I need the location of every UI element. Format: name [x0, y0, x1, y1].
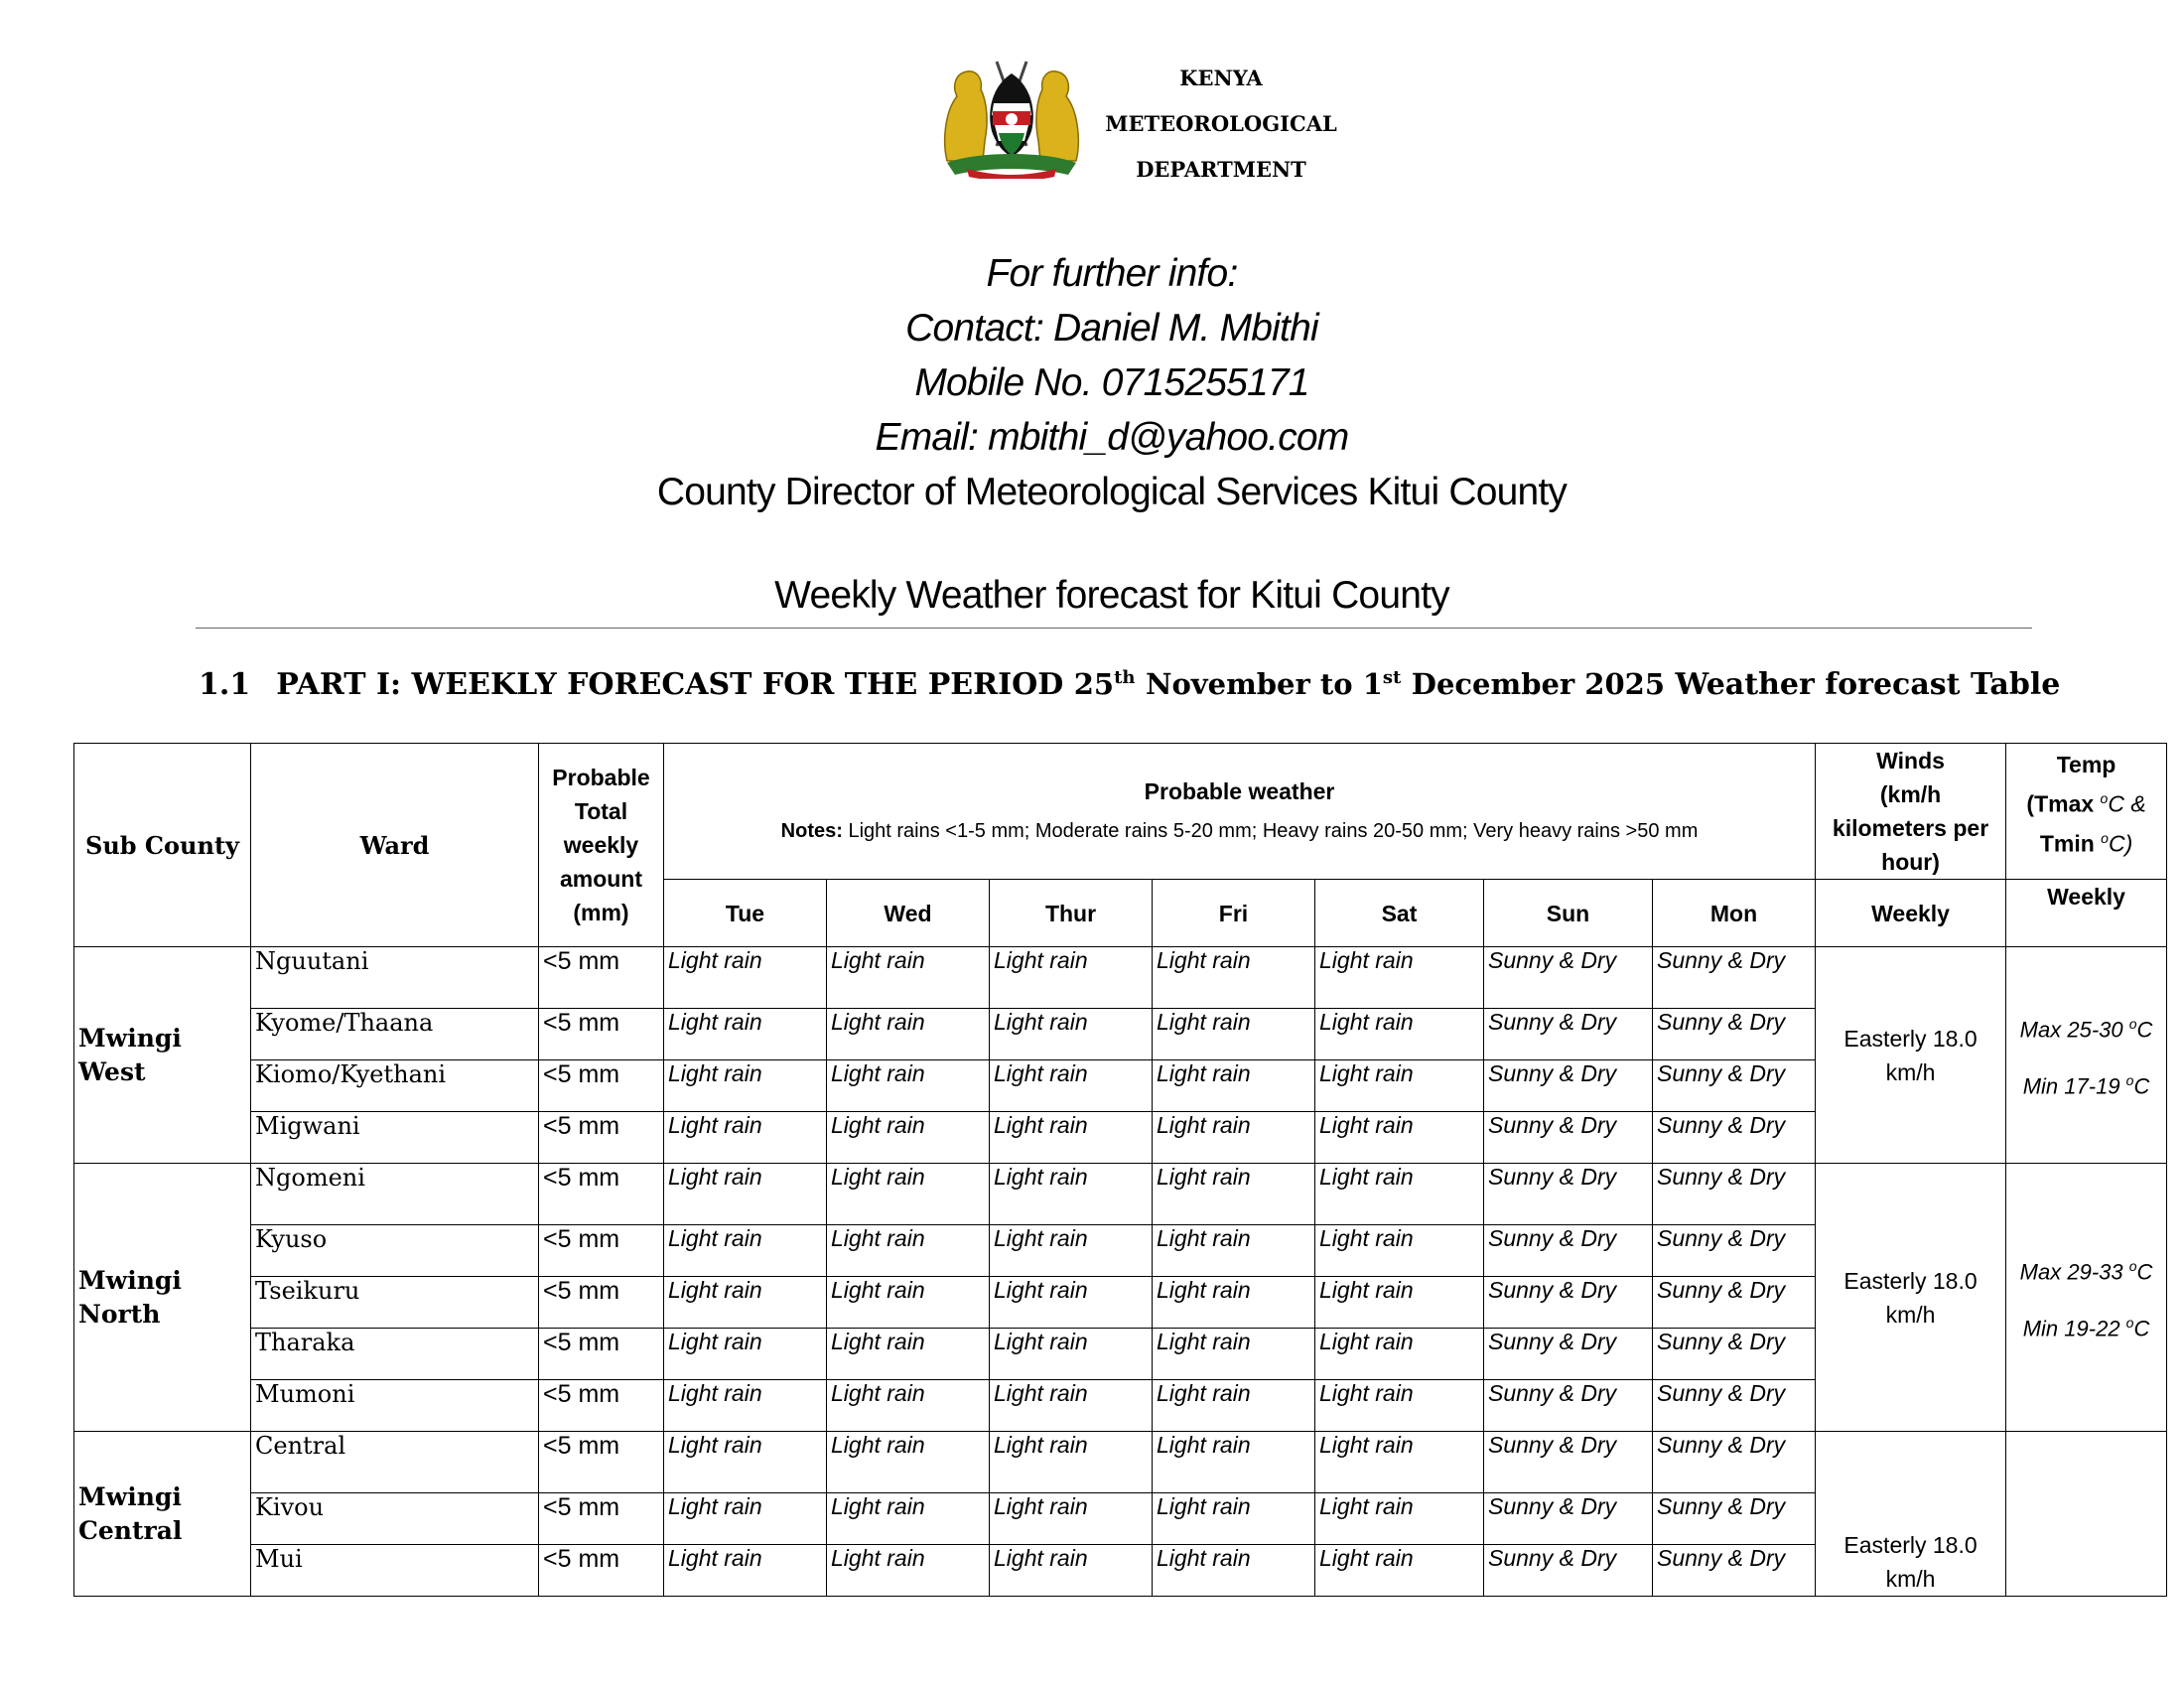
- daily-forecast-cell: Light rain: [990, 1009, 1153, 1060]
- amount-cell: <5 mm: [539, 1545, 664, 1597]
- daily-forecast-cell: Sunny & Dry: [1484, 1380, 1653, 1432]
- table-row: [74, 1432, 2167, 1493]
- daily-forecast-cell: Light rain: [1315, 1060, 1484, 1112]
- header-temp-line: [2010, 821, 2162, 861]
- daily-forecast-cell: Light rain: [1153, 1009, 1315, 1060]
- amount-cell: <5 mm: [539, 1164, 664, 1225]
- department-line: KENYA: [1179, 66, 1263, 90]
- daily-forecast-cell: Light rain: [664, 1277, 827, 1329]
- ward-cell: Ngomeni: [251, 1164, 539, 1225]
- daily-forecast-cell: Light rain: [1315, 1432, 1484, 1493]
- degree-mark: o: [2101, 829, 2109, 846]
- temp-min: [2010, 1298, 2162, 1353]
- daily-forecast-cell: Light rain: [990, 1380, 1153, 1432]
- daily-forecast-cell: Light rain: [1315, 1493, 1484, 1545]
- daily-forecast-cell: Light rain: [1315, 1277, 1484, 1329]
- daily-forecast-cell: Light rain: [1315, 1112, 1484, 1164]
- daily-forecast-cell: Light rain: [990, 1545, 1153, 1597]
- header-amount-line: amount: [559, 866, 643, 892]
- header-wind-weekly: Weekly: [1816, 880, 2006, 947]
- temp-range: Min 17-19: [2022, 1072, 2126, 1098]
- daily-forecast-cell: Light rain: [827, 1277, 990, 1329]
- daily-forecast-cell: Light rain: [1153, 1545, 1315, 1597]
- daily-forecast-cell: Light rain: [1315, 1380, 1484, 1432]
- header-temp-line: Temp: [2056, 752, 2116, 777]
- daily-forecast-cell: Sunny & Dry: [1653, 1225, 1816, 1277]
- ward-cell: Tharaka: [251, 1329, 539, 1380]
- contact-mobile: Mobile No. 0715255171: [914, 361, 1309, 404]
- header-day: Thur: [990, 880, 1153, 947]
- ward-cell: Mumoni: [251, 1380, 539, 1432]
- daily-forecast-cell: Light rain: [990, 1164, 1153, 1225]
- ward-cell: Central: [251, 1432, 539, 1493]
- daily-forecast-cell: Sunny & Dry: [1653, 1164, 1816, 1225]
- degree-mark: o: [2100, 790, 2109, 806]
- daily-forecast-cell: Light rain: [1153, 1112, 1315, 1164]
- daily-forecast-cell: Light rain: [664, 1329, 827, 1380]
- daily-forecast-cell: Light rain: [827, 1009, 990, 1060]
- temp-range: Min 19-22: [2022, 1315, 2126, 1340]
- temp-range: Max 29-33: [2019, 1259, 2129, 1285]
- daily-forecast-cell: Sunny & Dry: [1484, 1277, 1653, 1329]
- temp-unit: C &: [2108, 790, 2146, 817]
- header-ward: Ward: [251, 744, 539, 947]
- header-temp-weekly: Weekly: [2006, 880, 2167, 947]
- weather-notes: [668, 814, 1811, 848]
- daily-forecast-cell: Light rain: [827, 1493, 990, 1545]
- daily-forecast-cell: Light rain: [990, 1493, 1153, 1545]
- contact-intro: For further info:: [986, 252, 1238, 295]
- header-winds-line: kilometers per: [1832, 815, 1989, 841]
- table-row: [74, 947, 2167, 1009]
- amount-cell: <5 mm: [539, 947, 664, 1009]
- table-row: [74, 1164, 2167, 1225]
- wind-cell: [1816, 947, 2006, 1164]
- sub-county-name: North: [78, 1299, 161, 1329]
- temp-max: [2010, 999, 2162, 1055]
- daily-forecast-cell: Light rain: [664, 1164, 827, 1225]
- temp-tmax-label: (Tmax: [2026, 790, 2101, 817]
- daily-forecast-cell: Light rain: [664, 1380, 827, 1432]
- temp-unit: C: [2133, 1072, 2150, 1098]
- ward-cell: Kivou: [251, 1493, 539, 1545]
- header-day: Tue: [664, 880, 827, 947]
- temp-unit: C: [2136, 1259, 2153, 1285]
- sub-county-name: Mwingi: [78, 1023, 182, 1053]
- daily-forecast-cell: Light rain: [990, 1225, 1153, 1277]
- daily-forecast-cell: Sunny & Dry: [1653, 1432, 1816, 1493]
- degree-mark: o: [2125, 1071, 2134, 1088]
- degree-mark: o: [2128, 1258, 2137, 1275]
- divider: [196, 628, 2032, 629]
- daily-forecast-cell: Sunny & Dry: [1484, 1225, 1653, 1277]
- daily-forecast-cell: Light rain: [1153, 1380, 1315, 1432]
- header-day: Fri: [1153, 880, 1315, 947]
- header-temp: [2006, 744, 2167, 880]
- amount-cell: <5 mm: [539, 1225, 664, 1277]
- header-day: Mon: [1653, 880, 1816, 947]
- temperature-cell: [2006, 1432, 2167, 1597]
- wind-value: km/h: [1885, 1058, 1936, 1085]
- daily-forecast-cell: Light rain: [664, 1225, 827, 1277]
- daily-forecast-cell: Light rain: [1153, 1329, 1315, 1380]
- director-line: County Director of Meteorological Services Kitui County: [656, 471, 1568, 513]
- ward-cell: Migwani: [251, 1112, 539, 1164]
- daily-forecast-cell: Light rain: [990, 1112, 1153, 1164]
- amount-cell: <5 mm: [539, 1493, 664, 1545]
- daily-forecast-cell: Light rain: [664, 1545, 827, 1597]
- sub-county-name: Mwingi: [78, 1265, 182, 1295]
- daily-forecast-cell: Sunny & Dry: [1653, 1329, 1816, 1380]
- daily-forecast-cell: Light rain: [1315, 947, 1484, 1009]
- daily-forecast-cell: Sunny & Dry: [1653, 1380, 1816, 1432]
- daily-forecast-cell: Sunny & Dry: [1484, 1164, 1653, 1225]
- period-start-suffix: th: [1114, 667, 1136, 688]
- daily-forecast-cell: Sunny & Dry: [1653, 1493, 1816, 1545]
- forecast-table: [73, 743, 2167, 1597]
- period-start-day: 25: [1073, 667, 1115, 701]
- sub-county-name: Central: [78, 1515, 183, 1545]
- daily-forecast-cell: Light rain: [1153, 1225, 1315, 1277]
- amount-cell: <5 mm: [539, 1277, 664, 1329]
- daily-forecast-cell: Light rain: [664, 1432, 827, 1493]
- daily-forecast-cell: Sunny & Dry: [1484, 1060, 1653, 1112]
- temperature-cell: [2006, 1164, 2167, 1432]
- daily-forecast-cell: Light rain: [827, 1112, 990, 1164]
- temp-unit: C: [2136, 1017, 2153, 1043]
- temp-min: [2010, 1055, 2162, 1111]
- daily-forecast-cell: Light rain: [1153, 1060, 1315, 1112]
- temp-range: Max 25-30: [2019, 1017, 2129, 1043]
- department-name: [1092, 56, 1350, 193]
- wind-cell: [1816, 1432, 2006, 1597]
- section-title: PART I: WEEKLY FORECAST FOR THE PERIOD: [276, 667, 1064, 702]
- daily-forecast-cell: Light rain: [827, 1329, 990, 1380]
- header-amount-line: (mm): [573, 900, 629, 925]
- header-amount-line: Probable: [552, 765, 650, 790]
- daily-forecast-cell: Sunny & Dry: [1484, 1493, 1653, 1545]
- daily-forecast-cell: Light rain: [1315, 1009, 1484, 1060]
- degree-mark: o: [2125, 1314, 2134, 1331]
- sub-county-name: Mwingi: [78, 1481, 182, 1511]
- header-day: Sun: [1484, 880, 1653, 947]
- daily-forecast-cell: Sunny & Dry: [1653, 1009, 1816, 1060]
- temp-max: [2010, 1241, 2162, 1297]
- daily-forecast-cell: Light rain: [990, 1432, 1153, 1493]
- daily-forecast-cell: Sunny & Dry: [1653, 1277, 1816, 1329]
- document-subtitle: Weekly Weather forecast for Kitui County: [774, 574, 1449, 617]
- section-number: 1.1: [199, 667, 251, 702]
- sub-county-cell: [74, 947, 251, 1164]
- daily-forecast-cell: Light rain: [1153, 947, 1315, 1009]
- daily-forecast-cell: Sunny & Dry: [1484, 1112, 1653, 1164]
- wind-cell: [1816, 1164, 2006, 1432]
- header-amount: [539, 744, 664, 947]
- daily-forecast-cell: Light rain: [827, 1060, 990, 1112]
- daily-forecast-cell: Sunny & Dry: [1484, 1329, 1653, 1380]
- amount-cell: <5 mm: [539, 1432, 664, 1493]
- daily-forecast-cell: Sunny & Dry: [1653, 1060, 1816, 1112]
- daily-forecast-cell: Light rain: [827, 1225, 990, 1277]
- ward-cell: Kiomo/Kyethani: [251, 1060, 539, 1112]
- daily-forecast-cell: Light rain: [1315, 1164, 1484, 1225]
- section-suffix: Weather forecast Table: [1675, 667, 2061, 702]
- daily-forecast-cell: Light rain: [664, 947, 827, 1009]
- sub-county-cell: [74, 1432, 251, 1597]
- section-heading: [199, 667, 2060, 702]
- daily-forecast-cell: Light rain: [990, 1329, 1153, 1380]
- daily-forecast-cell: Light rain: [664, 1060, 827, 1112]
- daily-forecast-cell: Light rain: [827, 1164, 990, 1225]
- daily-forecast-cell: Light rain: [1153, 1164, 1315, 1225]
- header-winds: [1816, 744, 2006, 880]
- temp-tmin-label: Tmin: [2039, 830, 2102, 857]
- header-amount-line: Total: [574, 798, 628, 824]
- wind-value: km/h: [1885, 1301, 1936, 1328]
- kenya-coat-of-arms-icon: [937, 52, 1086, 179]
- header-sub-county: Sub County: [74, 744, 251, 947]
- daily-forecast-cell: Light rain: [827, 1380, 990, 1432]
- daily-forecast-cell: Light rain: [827, 1545, 990, 1597]
- notes-label: Notes:: [780, 820, 843, 842]
- temp-unit: C): [2108, 830, 2133, 857]
- header-winds-line: Winds: [1876, 748, 1945, 774]
- daily-forecast-cell: Light rain: [664, 1112, 827, 1164]
- amount-cell: <5 mm: [539, 1009, 664, 1060]
- contact-email: Email: mbithi_d@yahoo.com: [875, 416, 1349, 459]
- probable-weather-title: Probable weather: [1144, 778, 1335, 804]
- department-line: METEOROLOGICAL: [1105, 111, 1337, 136]
- daily-forecast-cell: Light rain: [1153, 1432, 1315, 1493]
- daily-forecast-cell: Light rain: [1315, 1329, 1484, 1380]
- amount-cell: <5 mm: [539, 1112, 664, 1164]
- wind-value: km/h: [1885, 1566, 1936, 1592]
- daily-forecast-cell: Light rain: [664, 1009, 827, 1060]
- daily-forecast-cell: Sunny & Dry: [1484, 1545, 1653, 1597]
- ward-cell: Kyuso: [251, 1225, 539, 1277]
- temp-unit: C: [2133, 1315, 2150, 1340]
- amount-cell: <5 mm: [539, 1329, 664, 1380]
- daily-forecast-cell: Sunny & Dry: [1484, 1432, 1653, 1493]
- notes-text: Light rains <1-5 mm; Moderate rains 5-20 mm; Heavy rains 20-50 mm; Very heavy rains >50 mm: [848, 820, 1699, 842]
- header-winds-line: (km/h: [1879, 781, 1942, 807]
- daily-forecast-cell: Light rain: [1153, 1493, 1315, 1545]
- ward-cell: Nguutani: [251, 947, 539, 1009]
- period-end: December 2025: [1411, 667, 1666, 701]
- degree-mark: o: [2128, 1016, 2137, 1033]
- contact-block: [0, 246, 2184, 519]
- amount-cell: <5 mm: [539, 1060, 664, 1112]
- sub-county-cell: [74, 1164, 251, 1432]
- header-amount-line: weekly: [563, 832, 639, 858]
- contact-name: Contact: Daniel M. Mbithi: [905, 307, 1318, 350]
- daily-forecast-cell: Sunny & Dry: [1653, 947, 1816, 1009]
- daily-forecast-cell: Sunny & Dry: [1484, 1009, 1653, 1060]
- daily-forecast-cell: Light rain: [827, 1432, 990, 1493]
- daily-forecast-cell: Light rain: [990, 1060, 1153, 1112]
- daily-forecast-cell: Light rain: [990, 1277, 1153, 1329]
- daily-forecast-cell: Light rain: [827, 947, 990, 1009]
- ward-cell: Kyome/Thaana: [251, 1009, 539, 1060]
- wind-value: Easterly 18.0: [1843, 1025, 1978, 1052]
- wind-value: Easterly 18.0: [1843, 1532, 1978, 1558]
- daily-forecast-cell: Sunny & Dry: [1653, 1112, 1816, 1164]
- daily-forecast-cell: Light rain: [990, 947, 1153, 1009]
- ward-cell: Mui: [251, 1545, 539, 1597]
- header-winds-line: hour): [1881, 849, 1940, 875]
- daily-forecast-cell: Light rain: [1153, 1277, 1315, 1329]
- amount-cell: <5 mm: [539, 1380, 664, 1432]
- ward-cell: Tseikuru: [251, 1277, 539, 1329]
- header-probable-weather: [664, 744, 1816, 880]
- daily-forecast-cell: Light rain: [1315, 1545, 1484, 1597]
- header-day: Sat: [1315, 880, 1484, 947]
- sub-county-name: West: [78, 1056, 146, 1086]
- wind-value: Easterly 18.0: [1843, 1267, 1978, 1294]
- period-end-suffix: st: [1382, 667, 1402, 688]
- period-middle: November to 1: [1145, 667, 1383, 701]
- daily-forecast-cell: Sunny & Dry: [1484, 947, 1653, 1009]
- header-temp-line: [2010, 781, 2162, 821]
- header-day: Wed: [827, 880, 990, 947]
- daily-forecast-cell: Sunny & Dry: [1653, 1545, 1816, 1597]
- department-line: DEPARTMENT: [1136, 157, 1306, 182]
- daily-forecast-cell: Light rain: [1315, 1225, 1484, 1277]
- daily-forecast-cell: Light rain: [664, 1493, 827, 1545]
- temperature-cell: [2006, 947, 2167, 1164]
